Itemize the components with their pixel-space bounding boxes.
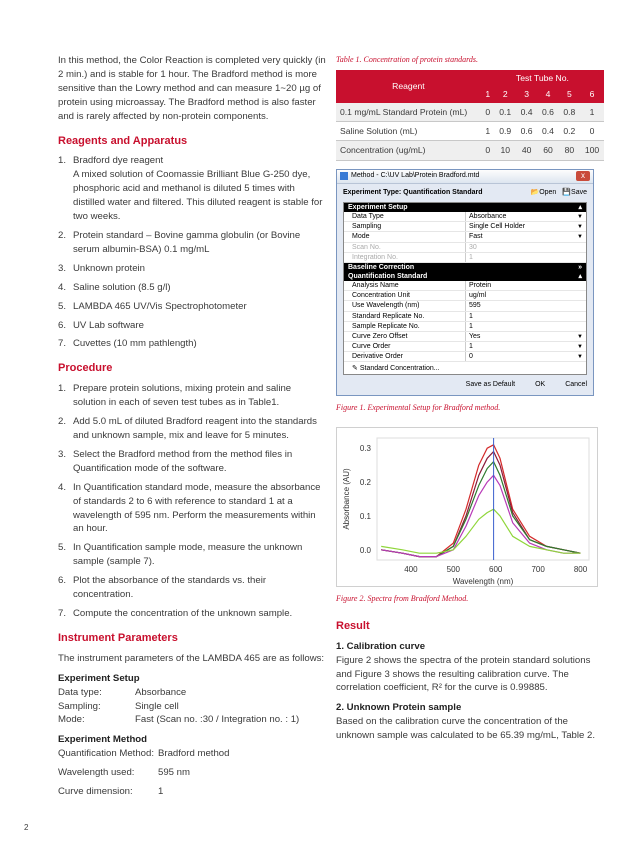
- experiment-method-heading: Experiment Method: [58, 734, 148, 746]
- experiment-setup-heading: Experiment Setup: [58, 672, 140, 684]
- experiment-method-list: [58, 747, 326, 799]
- item-text: [73, 382, 326, 410]
- item-label: Compute the concentration of the unknown sample.: [73, 607, 293, 619]
- property-value[interactable]: Fast ▼: [465, 232, 586, 241]
- dialog-footer: [337, 375, 593, 394]
- property-row: [344, 243, 586, 253]
- table-cell: 0.4: [537, 121, 558, 140]
- property-name: Curve Zero Offset: [352, 332, 408, 340]
- reagent-header: Reagent: [336, 70, 481, 103]
- figure1-caption: Figure 1. Experimental Setup for Bradford method.: [336, 402, 501, 412]
- intro-paragraph: In this method, the Color Reaction is completed very quickly (in 2 min.) and is stable for 1 hour. The Bradford method is more sensitive than the Lowry method and can measure 1~20 µg of protein using microassay. The Bradford method is also faster and is rarely affected by non-protein components.: [58, 55, 326, 122]
- list-item: [58, 481, 326, 537]
- property-value[interactable]: Absorbance ▼: [465, 212, 586, 221]
- expand-icon: »: [578, 263, 582, 271]
- param-value: Single cell: [135, 700, 179, 712]
- param-row: [58, 766, 326, 780]
- ok-button[interactable]: OK: [535, 381, 546, 389]
- property-name: Integration No.: [352, 253, 398, 261]
- property-value: 30: [465, 243, 586, 252]
- row-label: 0.1 mg/mL Standard Protein (mL): [336, 103, 481, 122]
- item-text: [73, 262, 326, 276]
- table-row: [336, 141, 604, 160]
- item-number: 5.: [58, 542, 67, 554]
- item-text: [73, 300, 326, 314]
- method-dialog: [336, 169, 594, 396]
- property-name: Data Type: [352, 213, 384, 220]
- item-number: 4.: [58, 281, 67, 293]
- tube-number: 6: [580, 86, 604, 102]
- table-cell: 0: [481, 103, 495, 122]
- list-item: [58, 229, 326, 257]
- collapse-icon: ▴: [578, 204, 582, 211]
- x-tick-label: 400: [404, 565, 418, 575]
- standard-concentration-link[interactable]: ✎ Standard Concentration...: [352, 365, 440, 373]
- item-text: [73, 607, 326, 621]
- property-name: Scan No.: [352, 243, 381, 251]
- table-row: [336, 121, 604, 140]
- list-item: [58, 319, 326, 333]
- dropdown-arrow-icon[interactable]: ▼: [577, 234, 583, 241]
- item-number: 6.: [58, 575, 67, 587]
- property-value[interactable]: Protein: [465, 281, 586, 290]
- table-cell: 0.6: [516, 121, 537, 140]
- item-text: [73, 541, 326, 569]
- item-text: [73, 448, 326, 476]
- list-item: [58, 607, 326, 621]
- item-text: [73, 574, 326, 602]
- property-name: Curve Order: [352, 343, 391, 351]
- param-row: [58, 785, 326, 799]
- param-key: Sampling:: [58, 700, 101, 712]
- item-label: In Quantification standard mode, measure the absorbance of standards 2 to 6 with reference to standard 1 at a wavelength of 595 nm. Perform the measurements within an hour.: [73, 481, 321, 535]
- list-item: [58, 382, 326, 410]
- item-detail: A mixed solution of Coomassie Brilliant Blue G-250 dye, phosphoric acid and methanol is diluted 5 times with distilled water and filtered. This diluted reagent is stable for two weeks.: [73, 169, 323, 223]
- tube-number: 4: [537, 86, 558, 102]
- test-tube-header: Test Tube No.: [481, 70, 604, 86]
- property-value[interactable]: 1 ▼: [465, 342, 586, 351]
- table1-caption: Table 1. Concentration of protein standards.: [336, 55, 479, 64]
- list-item: [58, 448, 326, 476]
- table-cell: 40: [516, 141, 537, 160]
- item-text: [73, 154, 326, 224]
- reagents-heading: Reagents and Apparatus: [58, 134, 188, 147]
- item-label: UV Lab software: [73, 319, 144, 331]
- y-tick-label: 0.3: [359, 444, 371, 454]
- property-name: Standard Replicate No.: [352, 312, 425, 320]
- item-number: 7.: [58, 607, 67, 619]
- item-label: Plot the absorbance of the standards vs. their concentration.: [73, 575, 267, 601]
- dropdown-arrow-icon[interactable]: ▼: [577, 344, 583, 351]
- property-row: [344, 291, 586, 301]
- result-section: [336, 619, 604, 743]
- param-value: Fast (Scan no. :30 / Integration no. : 1): [135, 714, 300, 726]
- list-item: [58, 154, 326, 224]
- property-row: [344, 342, 586, 352]
- item-label: Prepare protein solutions, mixing protein and saline solution in each of seven test tubes as in Table1.: [73, 383, 292, 409]
- y-axis-label: Absorbance (AU): [342, 468, 351, 530]
- list-item: [58, 415, 326, 443]
- experiment-type-bar: [337, 184, 593, 202]
- item-number: 4.: [58, 481, 67, 493]
- folder-icon: 📂: [530, 188, 540, 196]
- page-number: 2: [24, 823, 29, 832]
- property-value[interactable]: ug/ml: [465, 291, 586, 300]
- property-row: [344, 253, 586, 263]
- item-label: Protein standard – Bovine gamma globulin (or Bovine serum albumin-BSA) 0.1 mg/mL: [73, 230, 301, 255]
- property-value[interactable]: Yes ▼: [465, 332, 586, 341]
- item-text: [73, 481, 326, 537]
- save-default-button[interactable]: Save as Default: [465, 381, 516, 389]
- item-number: 1.: [58, 383, 67, 395]
- property-row: [344, 332, 586, 342]
- calibration-text: Figure 2 shows the spectra of the protein standard solutions and Figure 3 shows the resulting calibration curve. The correlation coefficient, R² for the curve is 0.99885.: [336, 654, 591, 694]
- right-column: [336, 54, 604, 749]
- cancel-button[interactable]: Cancel: [565, 381, 587, 389]
- save-button[interactable]: 💾Save: [562, 188, 587, 196]
- procedure-heading: Procedure: [58, 362, 113, 375]
- param-row: [58, 713, 326, 727]
- concentration-table: [336, 70, 604, 161]
- pencil-icon: ✎: [352, 365, 358, 373]
- param-row: [58, 700, 326, 714]
- property-name: Derivative Order: [352, 353, 403, 361]
- disk-icon: 💾: [562, 188, 572, 196]
- item-label: Bradford dye reagent: [73, 155, 164, 167]
- property-name: Analysis Name: [352, 281, 399, 289]
- property-value[interactable]: 1: [465, 312, 586, 321]
- list-item: [58, 541, 326, 569]
- list-item: [58, 262, 326, 276]
- param-key: Wavelength used:: [58, 767, 135, 779]
- property-row: [344, 222, 586, 232]
- unknown-sample-heading: 2. Unknown Protein sample: [336, 702, 462, 714]
- row-label: Saline Solution (mL): [336, 121, 481, 140]
- param-row: [58, 686, 326, 700]
- item-label: Saline solution (8.5 g/l): [73, 281, 171, 293]
- reagents-list: [58, 154, 326, 351]
- property-name: Sampling: [352, 223, 382, 231]
- app-icon: [340, 172, 348, 180]
- setup-section-header[interactable]: Experiment Setup ▴: [344, 203, 586, 212]
- tube-number: 2: [495, 86, 516, 102]
- item-text: [73, 415, 326, 443]
- item-number: 2.: [58, 230, 67, 241]
- item-label: LAMBDA 465 UV/Vis Spectrophotometer: [73, 300, 247, 312]
- param-key: Data type:: [58, 686, 102, 698]
- item-label: Cuvettes (10 mm pathlength): [73, 338, 197, 350]
- item-text: [73, 281, 326, 295]
- y-tick-label: 0.0: [359, 546, 371, 556]
- param-key: Curve dimension:: [58, 786, 133, 798]
- property-name: Mode: [352, 233, 370, 241]
- quant-section-header[interactable]: Quantification Standard ▴: [344, 272, 586, 281]
- property-row: [344, 322, 586, 332]
- property-value[interactable]: Single Cell Holder ▼: [465, 222, 586, 231]
- item-text: [73, 229, 326, 257]
- experiment-type: Experiment Type: Quantification Standard: [343, 188, 483, 196]
- property-row: [344, 232, 586, 242]
- open-button[interactable]: 📂Open: [530, 188, 557, 196]
- item-label: Add 5.0 mL of diluted Bradford reagent into the standards and unknown sample, mix and leave for 5 minutes.: [73, 416, 317, 441]
- item-label: Unknown protein: [73, 262, 145, 274]
- table-cell: 10: [495, 141, 516, 160]
- item-text: [73, 337, 326, 351]
- item-number: 2.: [58, 416, 67, 428]
- property-grid: [343, 202, 587, 375]
- param-value: 1: [158, 786, 164, 798]
- x-tick-label: 700: [531, 565, 545, 575]
- item-number: 3.: [58, 448, 67, 460]
- spectra-chart: [336, 427, 598, 587]
- table-cell: 0.6: [537, 103, 558, 122]
- x-tick-label: 600: [489, 565, 503, 575]
- table-cell: 1: [580, 103, 604, 122]
- list-item: [58, 300, 326, 314]
- property-name: Sample Replicate No.: [352, 322, 420, 330]
- instrument-intro: The instrument parameters of the LAMBDA 465 are as follows:: [58, 652, 325, 664]
- property-name: Concentration Unit: [352, 292, 410, 300]
- spectra-svg: [337, 428, 599, 588]
- param-value: Absorbance: [135, 686, 187, 698]
- table-cell: 0: [481, 141, 495, 160]
- dropdown-arrow-icon[interactable]: ▼: [577, 354, 583, 361]
- item-label: Select the Bradford method from the method files in Quantification mode of the software.: [73, 448, 293, 474]
- x-tick-label: 500: [446, 565, 460, 575]
- procedure-list: [58, 382, 326, 621]
- table-cell: 80: [559, 141, 580, 160]
- dropdown-arrow-icon[interactable]: ▼: [577, 333, 583, 340]
- item-number: 7.: [58, 338, 67, 350]
- calibration-heading: 1. Calibration curve: [336, 640, 426, 652]
- property-row: [344, 352, 586, 362]
- instrument-heading: Instrument Parameters: [58, 631, 178, 644]
- item-text: [73, 319, 326, 333]
- property-value: 1: [465, 253, 586, 262]
- item-number: 5.: [58, 300, 67, 312]
- x-axis-label: Wavelength (nm): [452, 577, 514, 587]
- table-cell: 0.4: [516, 103, 537, 122]
- table-cell: 0: [580, 121, 604, 140]
- item-number: 6.: [58, 319, 67, 331]
- property-row: [344, 212, 586, 222]
- property-row: [344, 312, 586, 322]
- list-item: [58, 337, 326, 351]
- param-value: 595 nm: [158, 767, 190, 779]
- list-item: [58, 281, 326, 295]
- property-row: [344, 301, 586, 311]
- experiment-setup-list: [58, 686, 326, 728]
- close-icon[interactable]: x: [576, 171, 590, 181]
- dialog-titlebar: [337, 170, 593, 184]
- table-cell: 0.2: [559, 121, 580, 140]
- tube-number: 5: [559, 86, 580, 102]
- dropdown-arrow-icon[interactable]: ▼: [577, 214, 583, 220]
- table-cell: 100: [580, 141, 604, 160]
- y-tick-label: 0.1: [359, 512, 371, 522]
- list-item: [58, 574, 326, 602]
- tube-number: 3: [516, 86, 537, 102]
- property-value[interactable]: 595: [465, 301, 586, 310]
- dialog-title: Method - C:\UV Lab\Protein Bradford.mtd: [351, 172, 480, 180]
- table-cell: 1: [481, 121, 495, 140]
- item-number: 3.: [58, 262, 67, 274]
- table-cell: 0.9: [495, 121, 516, 140]
- x-tick-label: 800: [573, 565, 588, 575]
- property-row: [344, 281, 586, 291]
- dropdown-arrow-icon[interactable]: ▼: [577, 224, 583, 231]
- baseline-section-header[interactable]: Baseline Correction »: [344, 263, 586, 272]
- collapse-icon: ▴: [578, 272, 582, 280]
- param-row: [58, 747, 326, 761]
- param-key: Quantification Method:: [58, 748, 154, 760]
- item-label: In Quantification sample mode, measure the unknown sample (sample 7).: [73, 542, 303, 568]
- param-key: Mode:: [58, 714, 85, 726]
- property-value[interactable]: 0 ▼: [465, 352, 586, 361]
- y-tick-label: 0.2: [359, 478, 371, 488]
- result-heading: Result: [336, 619, 370, 632]
- table-cell: 0.8: [559, 103, 580, 122]
- table-cell: 0.1: [495, 103, 516, 122]
- unknown-sample-text: Based on the calibration curve the concentration of the unknown sample was calculated to be 65.39 mg/mL, Table 2.: [336, 716, 596, 742]
- row-label: Concentration (ug/mL): [336, 141, 481, 160]
- param-value: Bradford method: [158, 748, 230, 760]
- figure2-caption: Figure 2. Spectra from Bradford Method.: [336, 594, 469, 604]
- table-row: [336, 103, 604, 122]
- property-value[interactable]: 1: [465, 322, 586, 331]
- property-name: Use Wavelength (nm): [352, 302, 420, 310]
- left-column: [58, 54, 326, 804]
- tube-number: 1: [481, 86, 495, 102]
- item-number: 1.: [58, 155, 67, 167]
- table-cell: 60: [537, 141, 558, 160]
